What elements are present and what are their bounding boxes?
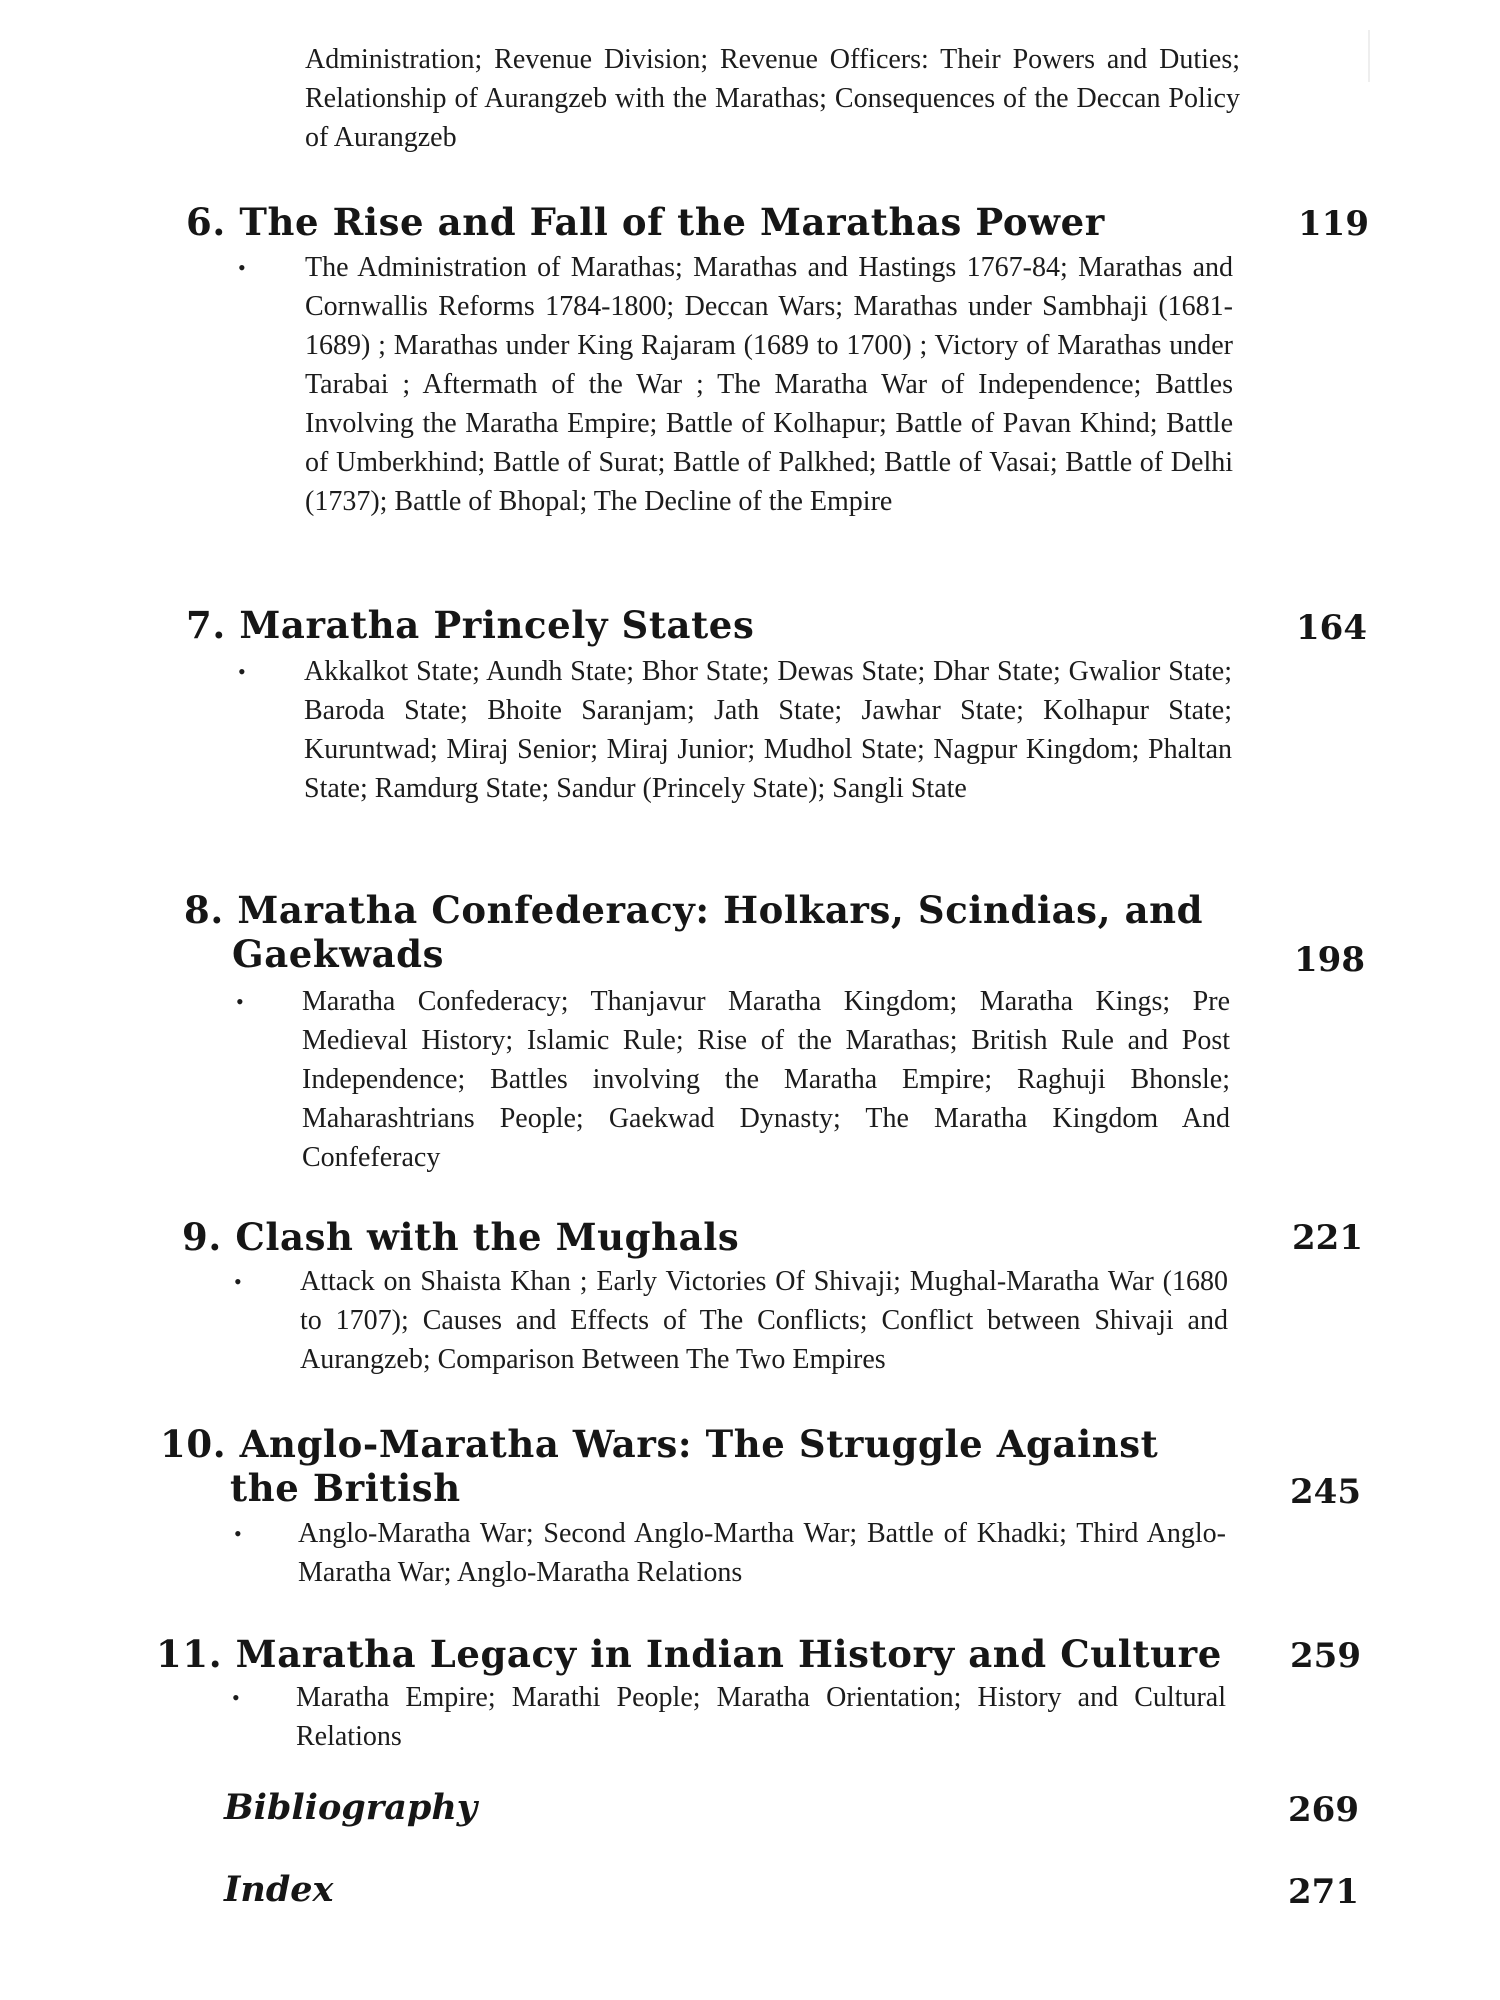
previous-chapter-topics: Administration; Revenue Division; Revenue Officers: Their Powers and Duties; Relationship of Aurangzeb with the Marathas; Consequences of the Deccan Policy of Aurangzeb <box>305 44 1240 153</box>
chapter-page-number: 119 <box>1298 204 1369 244</box>
bullet-icon: • <box>232 1685 240 1710</box>
chapter-topics: Attack on Shaista Khan ; Early Victories Of Shivaji; Mughal-Maratha War (1680 to 1707); Causes and Effects of The Conflicts; Conflict between Shivaji and Aurangzeb; Comparison Between The Two Empires <box>300 1266 1228 1375</box>
chapter-title-continued[interactable]: Gaekwads <box>232 932 445 976</box>
chapter-heading[interactable] <box>186 603 754 647</box>
chapter-number: 10. <box>160 1422 227 1466</box>
chapter-number: 8. <box>184 888 224 932</box>
chapter-heading[interactable] <box>156 1632 1222 1676</box>
toc-entry-bibliography[interactable]: Bibliography <box>224 1787 478 1828</box>
bullet-icon: • <box>238 255 246 280</box>
chapter-number: 7. <box>186 603 226 647</box>
chapter-heading[interactable] <box>186 200 1105 244</box>
chapter-title: Clash with the Mughals <box>235 1215 740 1259</box>
chapter-page-number: 259 <box>1290 1636 1361 1676</box>
chapter-page-number: 198 <box>1294 940 1365 980</box>
chapter-topics: The Administration of Marathas; Marathas and Hastings 1767-84; Marathas and Cornwallis Reforms 1784-1800; Deccan Wars; Marathas under Sambhaji (1681-1689) ; Marathas under King Rajaram (1689 to 1700) ; Victory of Marathas under Tarabai ; Aftermath of the War ; The Maratha War of Independence; Battles Involving the Maratha Empire; Battle of Kolhapur; Battle of Pavan Khind; Battle of Umberkhind; Battle of Surat; Battle of Palkhed; Battle of Vasai; Battle of Delhi (1737); Battle of Bhopal; The Decline of the Empire <box>305 252 1233 517</box>
toc-entry-index[interactable]: Index <box>224 1869 334 1910</box>
chapter-topics: Anglo-Maratha War; Second Anglo-Martha War; Battle of Khadki; Third Anglo-Maratha War; Anglo-Maratha Relations <box>298 1518 1226 1588</box>
bullet-icon: • <box>236 989 244 1014</box>
page-edge-mark <box>1368 30 1370 82</box>
chapter-title: Maratha Confederacy: Holkars, Scindias, and <box>237 888 1204 932</box>
chapter-heading[interactable] <box>184 888 1203 932</box>
chapter-number: 11. <box>156 1632 223 1676</box>
chapter-title: Maratha Princely States <box>239 603 755 647</box>
chapter-title: The Rise and Fall of the Marathas Power <box>239 200 1105 244</box>
chapter-page-number: 164 <box>1296 608 1367 648</box>
chapter-topics: Maratha Empire; Marathi People; Maratha Orientation; History and Cultural Relations <box>296 1682 1226 1752</box>
chapter-page-number: 245 <box>1290 1472 1361 1512</box>
chapter-number: 6. <box>186 200 226 244</box>
chapter-topics: Akkalkot State; Aundh State; Bhor State; Dewas State; Dhar State; Gwalior State; Baroda State; Bhoite Saranjam; Jath State; Jawhar State; Kolhapur State; Kuruntwad; Miraj Senior; Miraj Junior; Mudhol State; Nagpur Kingdom; Phaltan State; Ramdurg State; Sandur (Princely State); Sangli State <box>304 656 1232 804</box>
index-page-number: 271 <box>1288 1872 1359 1912</box>
chapter-heading[interactable] <box>182 1215 739 1259</box>
bibliography-page-number: 269 <box>1288 1790 1359 1830</box>
bullet-icon: • <box>238 659 246 684</box>
chapter-topics: Maratha Confederacy; Thanjavur Maratha Kingdom; Maratha Kings; Pre Medieval History; Islamic Rule; Rise of the Marathas; British Rule and Post Independence; Battles involving the Maratha Empire; Raghuji Bhonsle; Maharashtrians People; Gaekwad Dynasty; The Maratha Kingdom And Confeferacy <box>302 986 1230 1173</box>
bullet-icon: • <box>234 1521 242 1546</box>
chapter-number: 9. <box>182 1215 222 1259</box>
chapter-title: Anglo-Maratha Wars: The Struggle Against <box>239 1422 1159 1466</box>
chapter-page-number: 221 <box>1292 1218 1363 1258</box>
bullet-icon: • <box>234 1269 242 1294</box>
chapter-title: Maratha Legacy in Indian History and Culture <box>235 1632 1222 1676</box>
chapter-title-continued[interactable]: the British <box>230 1466 461 1510</box>
chapter-heading[interactable] <box>160 1422 1158 1466</box>
